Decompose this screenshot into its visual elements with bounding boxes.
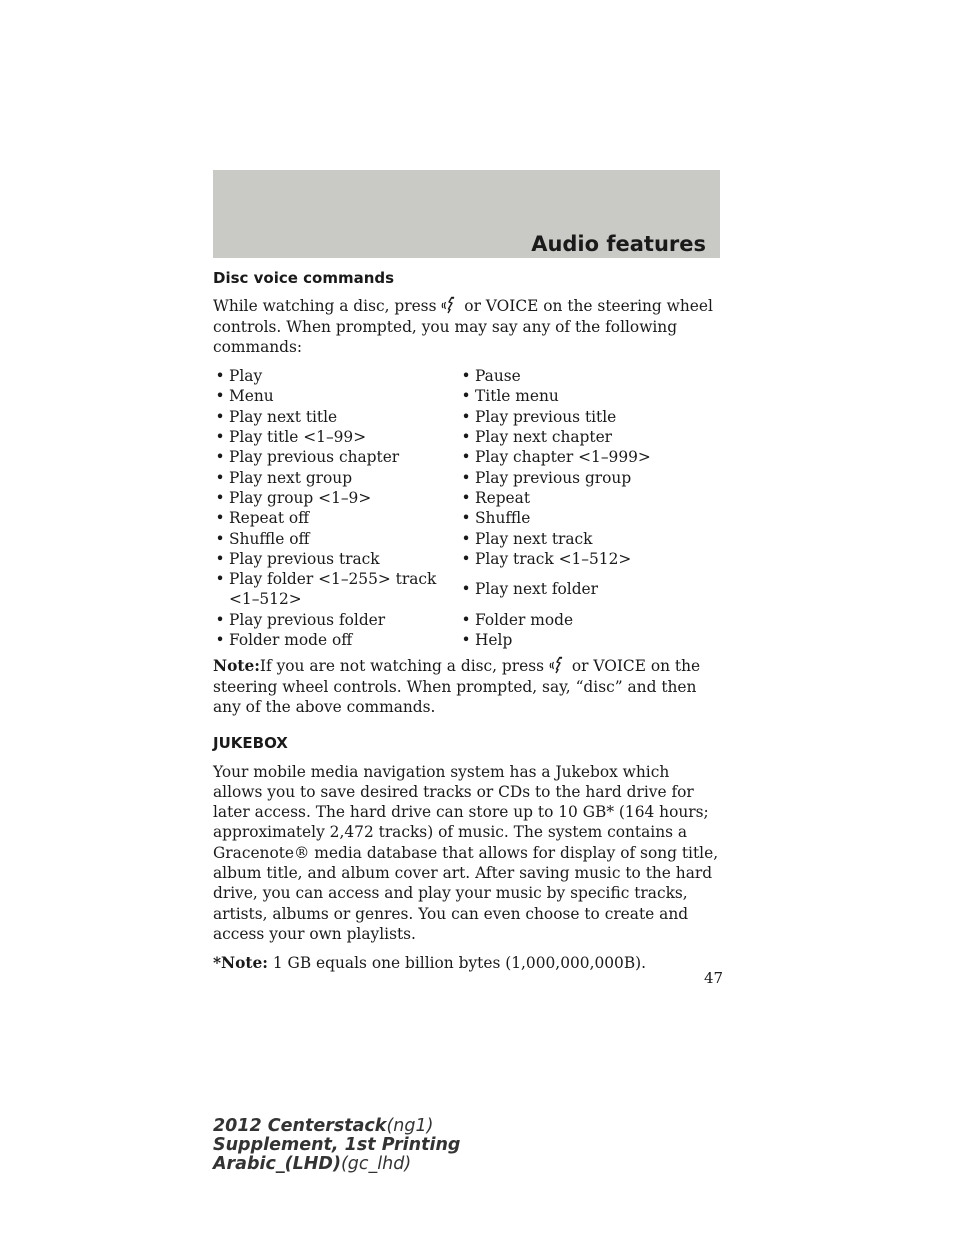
voice-command-item xyxy=(213,447,459,467)
voice-command-item xyxy=(459,407,723,427)
voice-command-text: Folder mode xyxy=(475,610,574,629)
voice-command-text: Play previous track xyxy=(229,549,380,568)
footer-line-2 xyxy=(213,1136,460,1155)
bullet: • xyxy=(215,468,225,487)
voice-command-text: Shuffle xyxy=(475,509,531,528)
voice-command-item xyxy=(213,610,459,630)
bullet: • xyxy=(461,580,471,599)
voice-command-item xyxy=(459,386,723,406)
footer-line-1 xyxy=(213,1117,460,1136)
note-text-before: If you are not watching a disc, press xyxy=(259,657,545,676)
page-content xyxy=(213,268,723,983)
voice-command-text: Play next title xyxy=(229,407,338,426)
bullet: • xyxy=(215,549,225,568)
voice-command-text: Folder mode off xyxy=(229,631,353,650)
bullet: • xyxy=(461,529,471,548)
jukebox-heading: JUKEBOX xyxy=(213,734,288,753)
voice-command-text: Pause xyxy=(475,367,521,386)
bullet: • xyxy=(461,468,471,487)
bullet: • xyxy=(461,428,471,447)
voice-command-text: Play next track xyxy=(475,529,593,548)
jukebox-note-label: *Note: xyxy=(213,954,268,973)
note-label: Note: xyxy=(213,657,260,676)
jukebox-body: Your mobile media navigation system has a Jukebox which allows you to save desired tracks or CDs to the hard drive for later access. The hard drive can store up to 10 GB* (164 hours; approximately 2,472 tracks) of music. The system contains a Gracenote® media database that allows for display of song title, album title, and album cover art. After saving music to the hard drive, you can access and play your music by specific tracks, artists, albums or genres. You can even choose to create and access your own playlists. xyxy=(213,762,719,943)
voice-command-item xyxy=(459,488,723,508)
voice-command-text: Play folder <1–255> track <1–512> xyxy=(229,570,437,609)
bullet: • xyxy=(215,631,225,650)
disc-voice-heading: Disc voice commands xyxy=(213,269,395,287)
disc-voice-intro xyxy=(213,296,723,357)
voice-command-text: Play chapter <1–999> xyxy=(475,448,651,467)
voice-command-item xyxy=(213,549,459,569)
jukebox-note-text: 1 GB equals one billion bytes (1,000,000,000B). xyxy=(272,954,647,973)
voice-command-text: Play previous folder xyxy=(229,610,386,629)
disc-voice-note xyxy=(213,656,723,717)
voice-command-text: Play next chapter xyxy=(475,428,613,447)
bullet: • xyxy=(215,509,225,528)
voice-command-text: Play previous group xyxy=(475,468,632,487)
voice-command-item xyxy=(459,630,723,650)
voice-command-item xyxy=(459,508,723,528)
bullet: • xyxy=(461,631,471,650)
voice-command-item xyxy=(459,427,723,447)
voice-command-text: Repeat off xyxy=(229,509,310,528)
voice-command-item xyxy=(213,366,459,386)
footer-printing: Supplement, 1st Printing xyxy=(213,1135,461,1155)
voice-command-list xyxy=(213,366,723,650)
bullet: • xyxy=(215,570,225,589)
jukebox-note xyxy=(213,953,723,973)
voice-command-text: Play title <1–99> xyxy=(229,428,367,447)
voice-command-item xyxy=(213,569,459,610)
intro-text-after: or VOICE on the steering wheel controls. When prompted, you may say any of the following commands: xyxy=(213,297,713,356)
bullet: • xyxy=(215,448,225,467)
voice-command-text: Shuffle off xyxy=(229,529,310,548)
voice-command-item xyxy=(213,488,459,508)
bullet: • xyxy=(461,610,471,629)
voice-command-text: Help xyxy=(475,631,513,650)
bullet: • xyxy=(215,407,225,426)
voice-command-item xyxy=(459,447,723,467)
section-title: Audio features xyxy=(531,232,706,256)
footer-model-code: (ng1) xyxy=(386,1116,434,1136)
voice-button-icon xyxy=(549,656,567,674)
voice-command-item xyxy=(459,569,723,610)
voice-command-item xyxy=(213,386,459,406)
voice-command-item xyxy=(213,427,459,447)
bullet: • xyxy=(461,549,471,568)
bullet: • xyxy=(461,387,471,406)
footer-line-3 xyxy=(213,1155,460,1174)
intro-text-before: While watching a disc, press xyxy=(213,297,437,316)
voice-command-text: Play next group xyxy=(229,468,353,487)
bullet: • xyxy=(461,448,471,467)
voice-command-item xyxy=(213,468,459,488)
voice-command-text: Play xyxy=(229,367,263,386)
footer-market-code: (gc_lhd) xyxy=(340,1154,412,1174)
voice-command-item xyxy=(459,529,723,549)
voice-command-text: Play previous chapter xyxy=(229,448,400,467)
print-footer xyxy=(213,1117,460,1174)
bullet: • xyxy=(461,407,471,426)
bullet: • xyxy=(215,529,225,548)
bullet: • xyxy=(215,428,225,447)
voice-command-text: Play group <1–9> xyxy=(229,488,372,507)
voice-command-item xyxy=(459,549,723,569)
voice-command-text: Play next folder xyxy=(475,580,599,599)
bullet: • xyxy=(215,387,225,406)
voice-command-item xyxy=(213,508,459,528)
voice-command-item xyxy=(213,529,459,549)
page-number: 47 xyxy=(704,969,724,987)
bullet: • xyxy=(461,509,471,528)
section-header-band xyxy=(213,170,720,258)
note-text-after: or VOICE on the steering wheel controls. When prompted, say, “disc” and then any of the above commands. xyxy=(213,657,701,716)
voice-command-text: Title menu xyxy=(475,387,559,406)
bullet: • xyxy=(461,367,471,386)
voice-command-text: Repeat xyxy=(475,488,531,507)
voice-command-text: Play track <1–512> xyxy=(475,549,632,568)
voice-command-text: Menu xyxy=(229,387,274,406)
bullet: • xyxy=(215,488,225,507)
footer-model: 2012 Centerstack xyxy=(213,1116,387,1136)
voice-command-item xyxy=(459,366,723,386)
bullet: • xyxy=(215,610,225,629)
bullet: • xyxy=(215,367,225,386)
voice-command-item xyxy=(459,468,723,488)
voice-command-item xyxy=(459,610,723,630)
voice-button-icon xyxy=(441,296,459,314)
voice-command-text: Play previous title xyxy=(475,407,617,426)
bullet: • xyxy=(461,488,471,507)
voice-command-item xyxy=(213,630,459,650)
voice-command-item xyxy=(213,407,459,427)
footer-market: Arabic_(LHD) xyxy=(213,1154,341,1174)
